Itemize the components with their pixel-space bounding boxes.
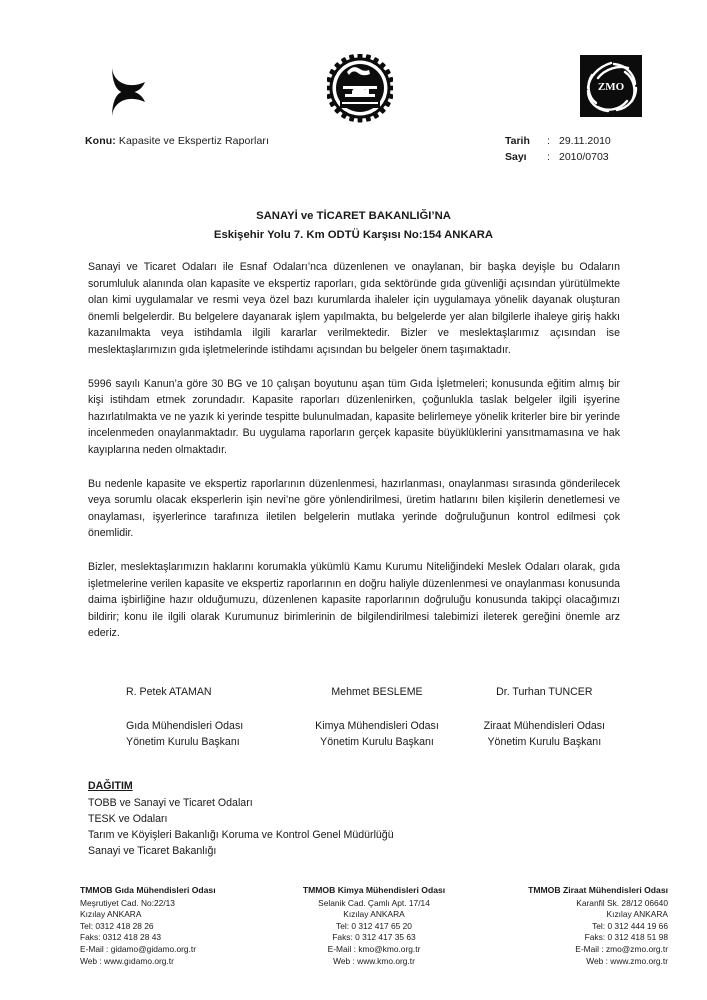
subject-line <box>85 135 269 147</box>
footer-fax-line: Faks: 0 312 418 51 98 <box>584 932 668 943</box>
footer-city-line: Kızılay ANKARA <box>606 909 668 920</box>
distribution-title: DAĞITIM <box>88 780 133 792</box>
footer-address-line: Meşrutiyet Cad. No:22/13 <box>80 897 175 908</box>
subject-value: Kapasite ve Ekspertiz Raporları <box>118 135 270 147</box>
signature-block <box>461 686 628 750</box>
signatory-title-line: Yönetim Kurulu Başkanı <box>487 736 602 748</box>
meta-row-number <box>505 150 611 166</box>
footer-tel-line: Tel: 0 312 444 19 66 <box>592 920 668 931</box>
gido-logo-icon <box>98 60 160 124</box>
footer-org-title: TMMOB Ziraat Mühendisleri Odası <box>528 885 668 895</box>
addressee-block <box>0 207 707 245</box>
footer-org-title: TMMOB Gıda Mühendisleri Odası <box>80 885 216 895</box>
zmo-logo-text: ZMO <box>597 81 625 93</box>
body-paragraph: Bu nedenle kapasite ve ekspertiz raporlarının düzenlenmesi, hazırlanması, onaylanması sırasında gönderilecek veya sorumlu olacak eksperlerin işin nevi’ne göre yönlendirilmesi, üretim hatlarını bilen kişilerin denetlemesi ve onaylaması, işyerlerince tarafınıza iletilen belgelerin mutlaka yerinde doğruluğunun kontrol edilmesi çok önemlidir. <box>88 477 620 540</box>
signatory-name: R. Petek ATAMAN <box>126 686 212 698</box>
footer-fax-line: Faks: 0312 418 28 43 <box>80 932 162 943</box>
distribution-item: TOBB ve Sanayi ve Ticaret Odaları <box>88 797 253 809</box>
body-paragraph: Bizler, meslektaşlarımızın haklarını korumakla yükümlü Kamu Kurumu Niteliğindeki Meslek Odaları olarak, gıda işletmelerine verilen kapasite ve ekspertiz raporlarının en doğru haliyle düzenlenmesi ve onaylanması konusunda daima işbirliğine hazır olduğumuzu, düzenlenen kapasite raporlarının doğruluğu konusunda takipçi olacağımızı bildirir; konu ile ilgili olarak Kurumunuz birimlerinin de bilgilendirilmesi talebimizi ileterek gereğini önemle arz ederiz. <box>88 560 620 640</box>
signatory-org-line: Gıda Mühendisleri Odası <box>126 720 244 732</box>
document-meta <box>505 134 611 165</box>
footer-org-title: TMMOB Kimya Mühendisleri Odası <box>302 885 446 895</box>
number-value: 2010/0703 <box>559 150 609 163</box>
footer-email-line: E-Mail : kmo@kmo.org.tr <box>327 943 421 954</box>
footer-column-zmo <box>472 885 668 967</box>
footer-web-line: Web : www.zmo.org.tr <box>586 955 668 966</box>
footer-column-kmo <box>276 885 472 967</box>
footer-city-line: Kızılay ANKARA <box>80 909 142 920</box>
footer-tel-line: Tel: 0 312 417 65 20 <box>336 920 412 931</box>
signatory-org <box>293 718 460 750</box>
footer-email-line: E-Mail : gidamo@gidamo.org.tr <box>80 943 197 954</box>
addressee-address: Eskişehir Yolu 7. Km ODTÜ Karşısı No:154 ANKARA <box>213 229 494 241</box>
signatory-title-line: Yönetim Kurulu Başkanı <box>126 736 240 748</box>
date-value: 29.11.2010 <box>559 135 611 147</box>
body-paragraph: 5996 sayılı Kanun’a göre 30 BG ve 10 çalışan boyutunu aşan tüm Gıda İşletmeleri; konusunda eğitim almış bir kişi istihdam etmek zorundadır. Kapasite raporları düzenlenirken, çoğunlukla taslak belgeler ilgili işyerine hazırlatılmakta ve ne yazık ki yerinde tespitte bulunulmadan, kapasite belirlemeye yönelik kriterler bire bir yerinde incelenmeden onaylanmaktadır. Bu uygulama raporların gerçek kapasite büyüklüklerini yansıtmamasına ve hak kayıplarına neden olmaktadır. <box>88 377 620 456</box>
signatory-org <box>461 718 628 750</box>
distribution-block <box>88 780 588 859</box>
letterhead-logo-row <box>0 52 707 132</box>
kmo-gear-logo-icon <box>327 54 393 126</box>
body-paragraph: Sanayi ve Ticaret Odaları ile Esnaf Odaları’nca düzenlenen ve onaylanan, bir başka deyişle bu Odaların sorumluluk alanında olan kapasite ve ekspertiz raporları, gıda sektöründe gıda güvenliği açısından yürütülmekte olan kimi uygulamalar ve resmi veya özel bazı kurumlarda ihaleler için uygulamaya yönelik dayanak oluşturan önemli belgelerdir. Bu belgelere dayanarak işlem yapılmakta, bu belgelerde yer alan bilgilerle ihaleye giriş hakkı kazanılmakta veya istihdamla ilgili kararlar verilmektedir. Bizler ve meslektaşlarımız açısından ise meslektaşlarımızın gıda işletmelerinde istihdamı açısından bu belgeler önem taşımaktadır. <box>88 261 620 356</box>
footer-contacts <box>80 885 668 967</box>
letter-body <box>88 259 620 642</box>
signatory-name: Mehmet BESLEME <box>331 686 423 698</box>
distribution-item: TESK ve Odaları <box>88 813 168 825</box>
signatory-org <box>126 718 293 750</box>
subject-label: Konu: <box>85 135 116 147</box>
footer-city-line: Kızılay ANKARA <box>343 909 405 920</box>
signature-block <box>88 686 293 750</box>
signatory-title-line: Yönetim Kurulu Başkanı <box>320 736 434 748</box>
distribution-item: Tarım ve Köyişleri Bakanlığı Koruma ve Kontrol Genel Müdürlüğü <box>88 829 394 841</box>
footer-web-line: Web : www.gıdamo.org.tr <box>80 955 174 966</box>
number-separator: : <box>547 150 550 163</box>
footer-tel-line: Tel: 0312 418 28 26 <box>80 920 154 931</box>
zmo-logo-icon <box>580 55 642 117</box>
footer-address-line: Karanfil Sk. 28/12 06640 <box>576 897 668 908</box>
signature-row <box>88 686 628 750</box>
distribution-item: Sanayi ve Ticaret Bakanlığı <box>88 845 217 857</box>
signatory-org-line: Ziraat Mühendisleri Odası <box>483 720 605 732</box>
footer-column-gido <box>80 885 276 967</box>
date-label: Tarih <box>505 135 530 147</box>
signatory-org-line: Kimya Mühendisleri Odası <box>315 720 439 732</box>
footer-web-line: Web : www.kmo.org.tr <box>333 955 415 966</box>
signatory-name: Dr. Turhan TUNCER <box>496 686 593 698</box>
signature-block <box>293 686 460 750</box>
meta-row-date <box>505 134 611 150</box>
footer-fax-line: Faks: 0 312 417 35 63 <box>332 932 416 943</box>
footer-email-line: E-Mail : zmo@zmo.org.tr <box>575 943 668 954</box>
addressee-ministry: SANAYİ ve TİCARET BAKANLIĞI’NA <box>256 210 451 222</box>
number-label: Sayı <box>505 150 527 163</box>
date-separator: : <box>547 135 550 147</box>
footer-address-line: Selanik Cad. Çamlı Apt. 17/14 <box>318 897 430 908</box>
